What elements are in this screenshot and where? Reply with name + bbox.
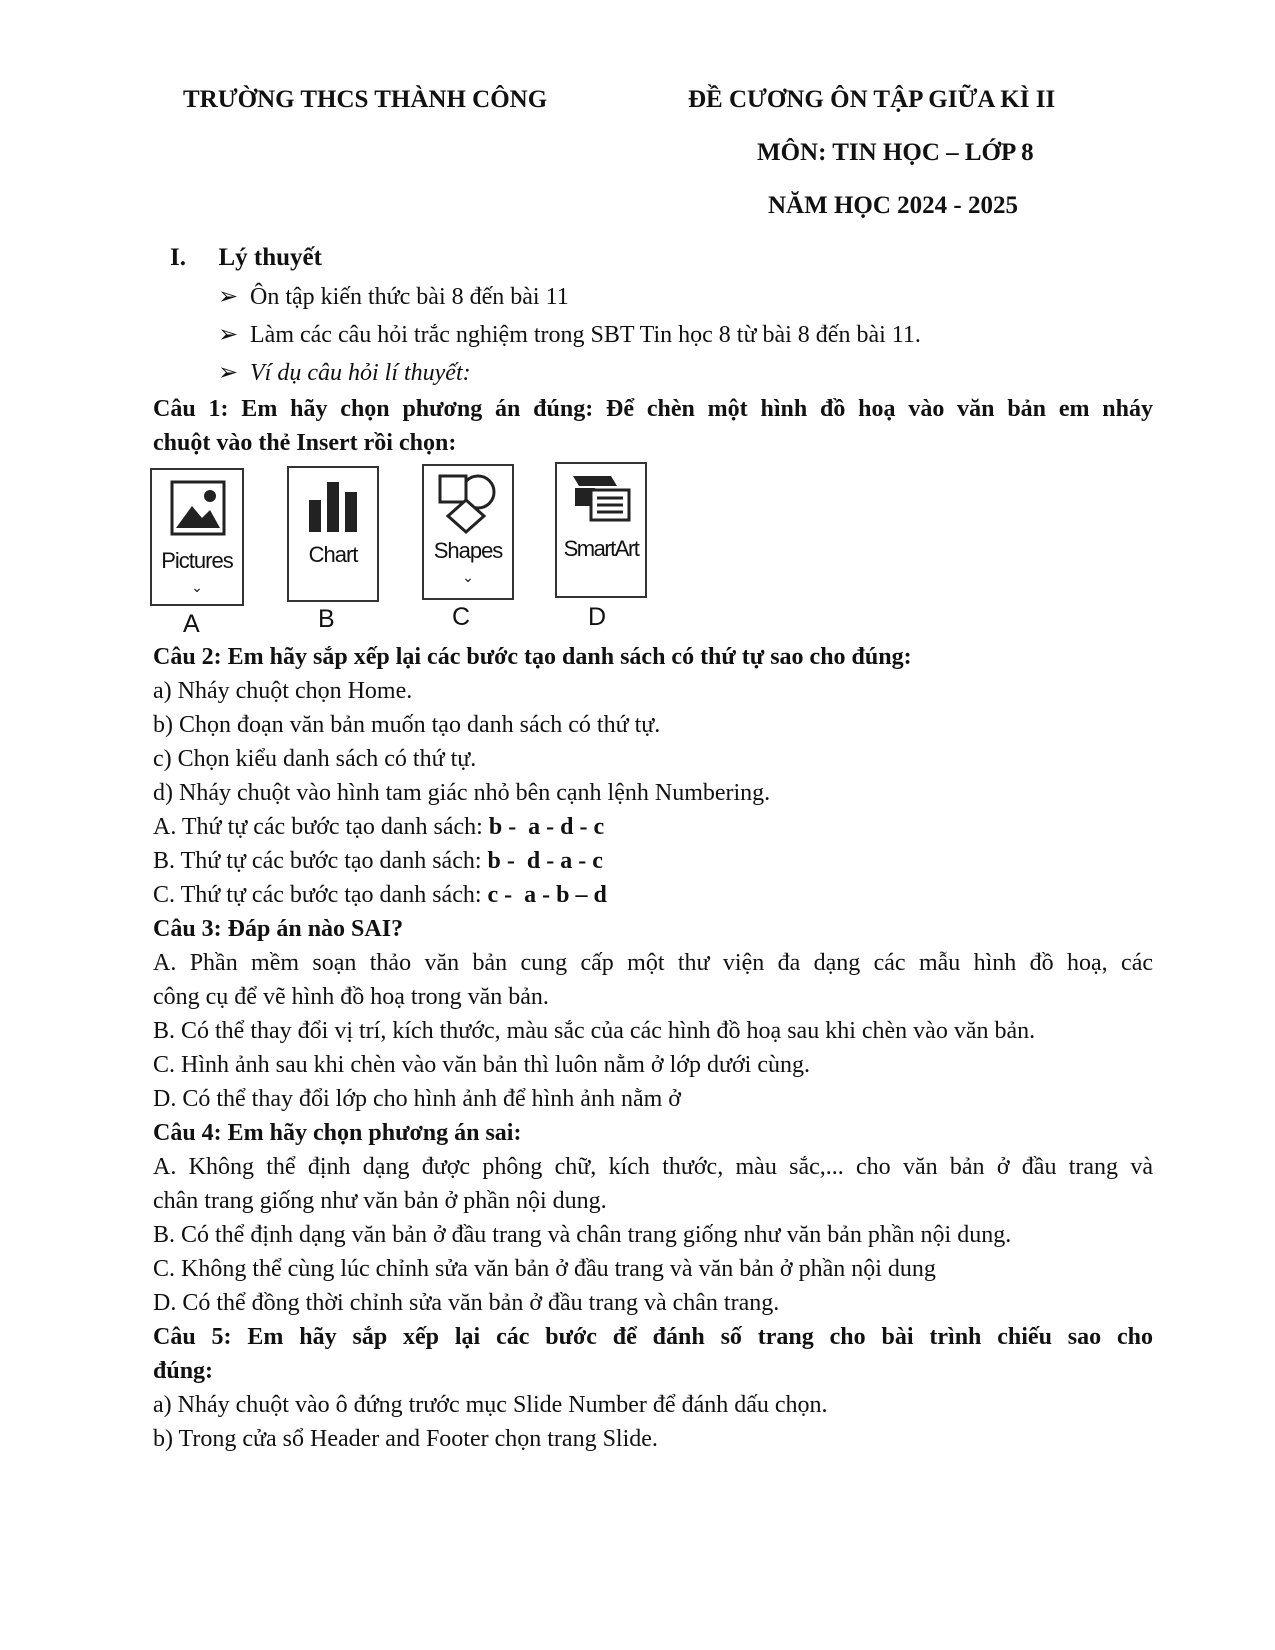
- section-heading: [170, 244, 322, 272]
- arrow-bullet-icon: ➢: [218, 360, 239, 386]
- q2-step: c) Chọn kiểu danh sách có thứ tự.: [153, 746, 477, 772]
- picture-icon: [170, 480, 226, 536]
- q3-option-b: B. Có thể thay đổi vị trí, kích thước, màu sắc của các hình đồ hoạ sau khi chèn vào văn bản.: [153, 1018, 1036, 1044]
- subject-line: MÔN: TIN HỌC – LỚP 8: [757, 139, 1034, 166]
- chevron-down-icon: ⌄: [191, 580, 203, 596]
- chart-icon: [307, 478, 359, 534]
- q2-answer-b: B. Thứ tự các bước tạo danh sách: b - d - a - c: [153, 848, 603, 874]
- q1-line2: chuột vào thẻ Insert rồi chọn:: [153, 430, 457, 456]
- q5-step-b: b) Trong cửa sổ Header and Footer chọn trang Slide.: [153, 1426, 658, 1452]
- option-c-shapes: [422, 464, 514, 600]
- option-a-pictures: [150, 468, 244, 606]
- option-d-smartart: [555, 462, 647, 598]
- bullet-item: ➢ Làm các câu hỏi trắc nghiệm trong SBT Tin học 8 từ bài 8 đến bài 11.: [218, 318, 921, 352]
- section-number: I.: [170, 244, 186, 271]
- q3-option-c: C. Hình ảnh sau khi chèn vào văn bản thì luôn nằm ở lớp dưới cùng.: [153, 1052, 810, 1078]
- q2-title: Câu 2: Em hãy sắp xếp lại các bước tạo danh sách có thứ tự sao cho đúng:: [153, 644, 912, 670]
- section-title: Lý thuyết: [218, 244, 322, 271]
- document-title: ĐỀ CƯƠNG ÔN TẬP GIỮA KÌ II: [688, 86, 1056, 113]
- option-letter: D: [588, 603, 607, 631]
- q2-step: a) Nháy chuột chọn Home.: [153, 678, 413, 704]
- q4-option-a-cont: chân trang giống như văn bản ở phần nội dung.: [153, 1188, 607, 1214]
- q2-step: d) Nháy chuột vào hình tam giác nhỏ bên cạnh lệnh Numbering.: [153, 780, 771, 806]
- q1-line1: Câu 1: Em hãy chọn phương án đúng: Để chèn một hình đồ hoạ vào văn bản em nháy: [153, 396, 1153, 422]
- q2-answer-a: A. Thứ tự các bước tạo danh sách: b - a - d - c: [153, 814, 605, 840]
- bullet-item: ➢ Ôn tập kiến thức bài 8 đến bài 11: [218, 280, 569, 314]
- option-b-chart: [287, 466, 379, 602]
- q4-title: Câu 4: Em hãy chọn phương án sai:: [153, 1120, 522, 1146]
- option-label: Pictures: [161, 548, 233, 573]
- q3-option-a-cont: công cụ để vẽ hình đồ hoạ trong văn bản.: [153, 984, 549, 1010]
- option-letter: C: [452, 603, 471, 631]
- q2-step: b) Chọn đoạn văn bản muốn tạo danh sách có thứ tự.: [153, 712, 661, 738]
- q3-title: Câu 3: Đáp án nào SAI?: [153, 916, 404, 942]
- school-year: NĂM HỌC 2024 - 2025: [768, 192, 1018, 219]
- q4-option-b: B. Có thể định dạng văn bản ở đầu trang và chân trang giống như văn bản phần nội dung.: [153, 1222, 1012, 1248]
- school-name: TRƯỜNG THCS THÀNH CÔNG: [183, 86, 548, 113]
- smartart-icon: [571, 472, 631, 528]
- q3-option-d: D. Có thể thay đổi lớp cho hình ảnh để hình ảnh nằm ở: [153, 1086, 681, 1112]
- q5-line2: đúng:: [153, 1358, 214, 1384]
- q5-step-a: a) Nháy chuột vào ô đứng trước mục Slide Number để đánh dấu chọn.: [153, 1392, 828, 1418]
- option-letter: B: [318, 605, 335, 633]
- option-letter: A: [183, 610, 200, 638]
- option-label: Chart: [308, 542, 358, 567]
- bullet-item: ➢ Ví dụ câu hỏi lí thuyết:: [218, 356, 471, 390]
- option-label: SmartArt: [563, 536, 639, 561]
- arrow-bullet-icon: ➢: [218, 322, 239, 348]
- shapes-icon: [436, 472, 500, 534]
- option-label: Shapes: [433, 538, 503, 563]
- q4-option-a: A. Không thể định dạng được phông chữ, kích thước, màu sắc,... cho văn bản ở đầu trang và: [153, 1154, 1153, 1180]
- q4-option-d: D. Có thể đồng thời chỉnh sửa văn bản ở đầu trang và chân trang.: [153, 1290, 780, 1316]
- q5-line1: Câu 5: Em hãy sắp xếp lại các bước để đánh số trang cho bài trình chiếu sao cho: [153, 1324, 1153, 1350]
- q2-answer-c: C. Thứ tự các bước tạo danh sách: c - a - b – d: [153, 882, 607, 908]
- chevron-down-icon: ⌄: [462, 570, 474, 586]
- arrow-bullet-icon: ➢: [218, 284, 239, 310]
- q4-option-c: C. Không thể cùng lúc chỉnh sửa văn bản ở đầu trang và văn bản ở phần nội dung: [153, 1256, 936, 1282]
- q3-option-a: A. Phần mềm soạn thảo văn bản cung cấp một thư viện đa dạng các mẫu hình đồ hoạ, các: [153, 950, 1153, 976]
